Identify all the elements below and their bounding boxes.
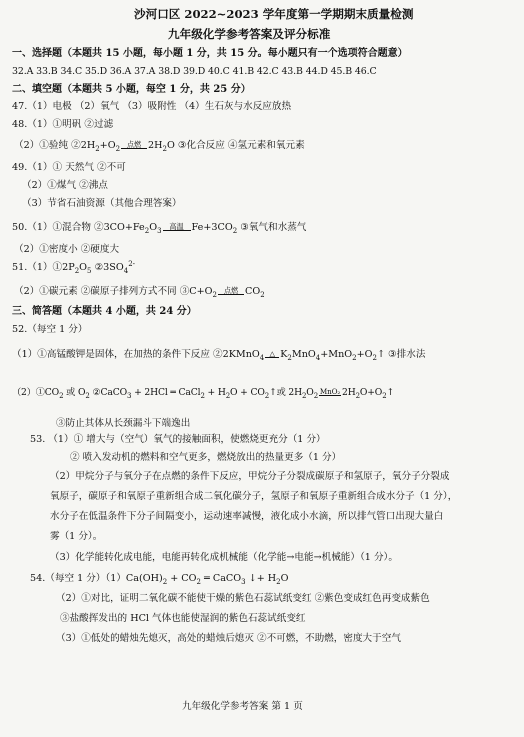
subscript: 2 <box>196 577 201 586</box>
subscript: 2 <box>260 290 265 299</box>
subscript: 2 <box>232 226 238 235</box>
reaction-arrow <box>163 230 191 233</box>
q50-eq-part: Fe+3CO <box>191 222 233 233</box>
q54-part: ↓+ H <box>245 573 277 584</box>
q54-part: ═ CaCO <box>200 573 242 584</box>
subscript: 2 <box>212 290 218 299</box>
q52-part: O + CO <box>230 387 265 398</box>
q50-eq-part: O <box>149 222 158 233</box>
subscript: 2 <box>85 391 90 400</box>
q52-part: + H <box>204 387 226 398</box>
choice-answers: 32.A 33.B 34.C 35.D 36.A 37.A 38.D 39.D 40.C 41.B 42.C 43.B 44.D 45.B 46.C <box>12 66 377 77</box>
q48-line1: 48.（1）①明矾 ②过滤 <box>12 119 114 130</box>
reaction-condition <box>218 287 244 297</box>
q52-part: O <box>306 387 314 398</box>
reaction-arrow <box>218 294 244 297</box>
q48-eq-part: +O <box>99 140 116 151</box>
subscript: 2 <box>225 391 231 400</box>
q51-part: 51.（1）①2P <box>12 262 75 273</box>
q53-line2: ② 喷入发动机的燃料和空气更多，燃烧放出的热量更多（1 分） <box>70 452 342 463</box>
subscript: 2 <box>355 391 360 400</box>
q49-line2: （2）①煤气 ②沸点 <box>22 180 108 191</box>
q48-eq-part: （2）①验纯 ②2H <box>14 140 96 151</box>
q52-part: ↑ ③排水法 <box>376 349 426 360</box>
q51-part: （2）①碳元素 ②碳原子排列方式不同 ③C+O <box>14 286 213 297</box>
subscript: 2 <box>264 391 270 400</box>
subscript: 4 <box>259 353 265 362</box>
q52-part: +MnO <box>320 349 353 360</box>
q52-part: ②CaCO <box>89 387 127 398</box>
q52-line3: ③防止其体从长颈漏斗下端逸出 <box>56 418 191 429</box>
subscript: 2 <box>59 391 64 400</box>
subscript: 2 <box>352 353 357 362</box>
section-heading-short-answer: 三、简答题（本题共 4 小题，共 24 分） <box>12 306 197 317</box>
subscript: 3 <box>157 226 162 235</box>
condition-label: 高温 <box>169 221 184 231</box>
q51-part: O <box>79 262 88 273</box>
q52-part: （2）①CO <box>12 387 60 398</box>
q53-line7: （3）化学能转化成电能，电能再转化成机械能（化学能→电能→机械能）（1 分）。 <box>50 552 398 563</box>
condition-label: MnO₂ <box>319 386 341 396</box>
q50-eq-part: ③氧气和水蒸气 <box>237 222 307 233</box>
subscript: 2 <box>301 391 307 400</box>
section-heading-choice: 一、选择题（本题共 15 小题，每小题 1 分，共 15 分。每小题只有一个选项符合题意） <box>12 48 408 59</box>
q48-line2 <box>14 140 305 152</box>
q48-eq-part: O ③化合反应 ④氢元素和氧元素 <box>166 140 305 151</box>
reaction-condition <box>265 350 279 360</box>
subscript: 4 <box>123 266 129 275</box>
subscript: 4 <box>315 353 321 362</box>
page-subtitle: 九年级化学参考答案及评分标准 <box>168 27 331 41</box>
condition-label: 点燃 <box>223 285 239 295</box>
subscript: 2 <box>162 577 168 586</box>
subscript: 2 <box>200 391 205 400</box>
subscript: 2 <box>313 391 318 400</box>
subscript: 2 <box>287 353 292 362</box>
q52-part: ↑或 2H <box>269 387 302 398</box>
q52-part: MnO <box>291 349 316 360</box>
subscript: 3 <box>127 391 132 400</box>
q50-eq-part: 50.（1）①混合物 ②3CO+Fe <box>12 222 145 233</box>
q52-part: K <box>280 349 288 360</box>
q52-line0: 52.（每空 1 分） <box>12 324 88 335</box>
q53-line5: 水分子在低温条件下分子间隔变小，运动速率减慢，液化成小水滴，所以排气管口出现大量白 <box>50 511 444 522</box>
q52-part: ↑ <box>386 387 395 398</box>
subscript: 2 <box>115 144 121 153</box>
q49-line3: （3）节省石油资源（其他合理答案） <box>22 198 182 209</box>
superscript: 2- <box>128 259 136 268</box>
reaction-arrow <box>121 148 147 151</box>
q54-part: + CO <box>167 573 197 584</box>
q53-line6: 雾（1 分）。 <box>50 531 103 542</box>
q51-line1 <box>12 259 136 275</box>
q51-part: CO <box>245 286 261 297</box>
subscript: 2 <box>162 144 167 153</box>
q52-part: + 2HCl ═ CaCl <box>131 387 201 398</box>
subscript: 2 <box>74 266 80 275</box>
q52-part: 或 O <box>63 387 86 398</box>
q49-line1: 49.（1）① 天然气 ②不可 <box>12 162 126 173</box>
q53-line4: 氧原子，碳原子和氧原子重新组合成二氧化碳分子，氢原子和氧原子重新组合成水分子（1 分）， <box>50 491 458 502</box>
subscript: 2 <box>372 353 377 362</box>
q54-part: 54.（每空 1 分）（1）Ca(OH) <box>30 573 163 584</box>
reaction-condition <box>319 388 341 398</box>
q52-part: 2H <box>342 387 356 398</box>
reaction-arrow <box>265 357 279 360</box>
q48-eq-part: 2H <box>148 140 163 151</box>
subscript: 2 <box>382 391 387 400</box>
q52-part: O+O <box>359 387 383 398</box>
q52-line1 <box>12 349 425 361</box>
subscript: 2 <box>95 144 100 153</box>
q54-part: O <box>280 573 289 584</box>
subscript: 2 <box>144 226 150 235</box>
q52-part: （1）①高锰酸钾是固体，在加热的条件下反应 ②2KMnO <box>12 349 260 360</box>
subscript: 2 <box>276 577 281 586</box>
condition-label: 点燃 <box>126 139 142 149</box>
q54-line1 <box>30 573 289 585</box>
subscript: 5 <box>87 266 92 275</box>
q53-line1: 53. （1）① 增大与（空气）氧气的接触面积，使燃烧更充分（1 分） <box>30 434 326 445</box>
page-footer: 九年级化学参考答案 第 1 页 <box>182 701 303 712</box>
reaction-arrow <box>319 395 341 398</box>
reaction-condition <box>163 223 191 233</box>
q54-line4: （3）①低处的蜡烛先熄灭，高处的蜡烛后熄灭 ②不可燃，不助燃，密度大于空气 <box>56 633 401 644</box>
q50-line2: （2）①密度小 ②硬度大 <box>14 244 120 255</box>
q52-line2 <box>12 387 394 399</box>
q50-line1 <box>12 222 306 234</box>
reaction-condition <box>121 141 147 151</box>
subscript: 3 <box>241 577 246 586</box>
q54-line3: ③盐酸挥发出的 HCl 气体也能使湿润的紫色石蕊试纸变红 <box>60 613 306 624</box>
q52-part: +O <box>356 349 373 360</box>
q53-line3: （2）甲烷分子与氧分子在点燃的条件下反应，甲烷分子分裂成碳原子和氢原子，氧分子分裂成 <box>50 471 450 482</box>
q51-line2 <box>14 286 265 298</box>
condition-label: △ <box>269 348 275 358</box>
q54-line2: （2）①对比，证明二氧化碳不能使干燥的紫色石蕊试纸变红 ②紫色变成红色再变成紫色 <box>56 593 430 604</box>
q51-part: ②3SO <box>91 262 124 273</box>
page-title: 沙河口区 2022~2023 学年度第一学期期末质量检测 <box>134 7 414 21</box>
q47-line1: 47.（1）电极 （2）氧气 （3）吸附性 （4）生石灰与水反应放热 <box>12 101 292 112</box>
section-heading-fill: 二、填空题（本题共 5 小题，每空 1 分，共 25 分） <box>12 84 251 95</box>
